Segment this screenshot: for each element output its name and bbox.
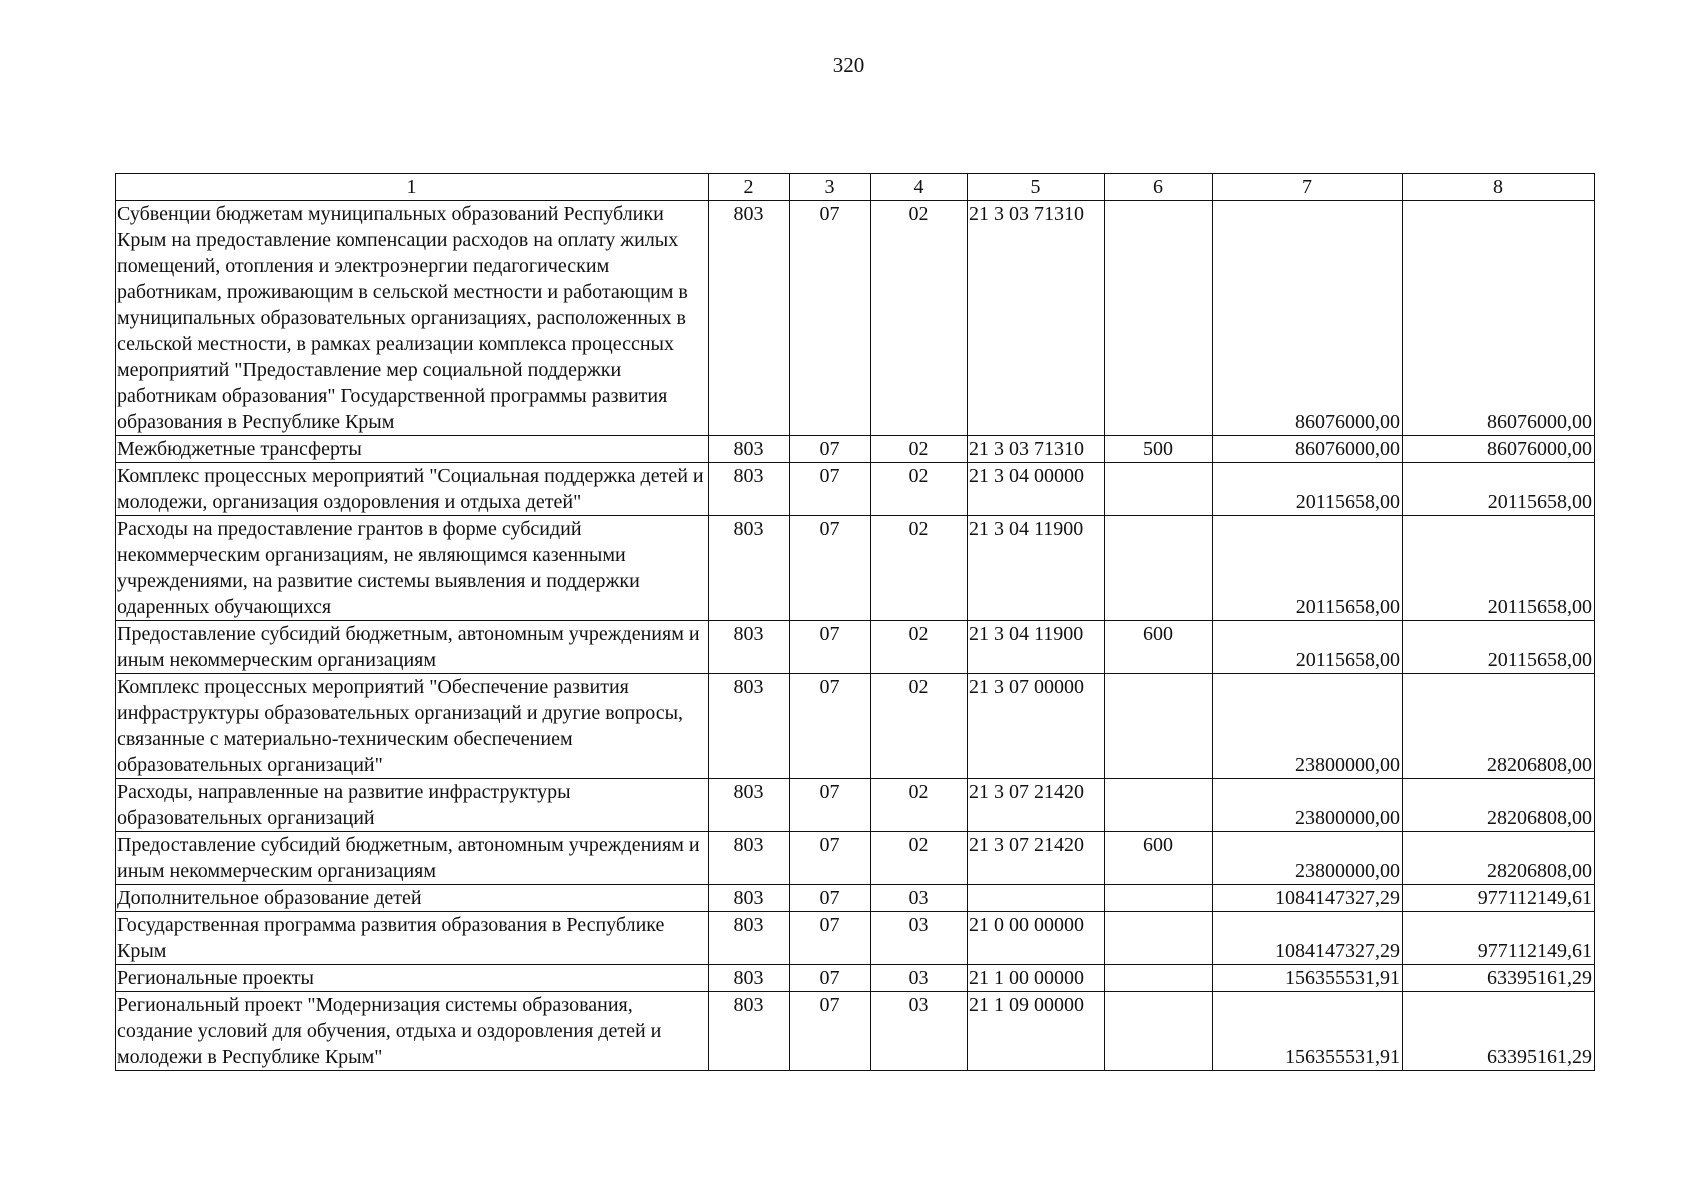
row-col5: 21 3 03 71310 bbox=[968, 201, 1105, 436]
row-col6 bbox=[1105, 992, 1213, 1071]
row-col6: 600 bbox=[1105, 621, 1213, 674]
row-name: Региональные проекты bbox=[116, 965, 709, 992]
row-col7: 86076000,00 bbox=[1213, 436, 1403, 463]
row-name: Предоставление субсидий бюджетным, автономным учреждениям и иным некоммерческим организациям bbox=[116, 621, 709, 674]
table-row bbox=[116, 201, 1595, 436]
row-col7: 1084147327,29 bbox=[1213, 885, 1403, 912]
row-col8: 28206808,00 bbox=[1403, 674, 1595, 779]
table-row bbox=[116, 779, 1595, 832]
row-col6 bbox=[1105, 885, 1213, 912]
row-col7: 23800000,00 bbox=[1213, 832, 1403, 885]
row-col8: 977112149,61 bbox=[1403, 912, 1595, 965]
row-col4: 03 bbox=[871, 965, 968, 992]
row-col4: 03 bbox=[871, 992, 968, 1071]
row-col2: 803 bbox=[709, 621, 790, 674]
row-name: Комплекс процессных мероприятий "Обеспечение развития инфраструктуры образовательных организаций и другие вопросы, связанные с материально-техническим обеспечением образовательных организаций" bbox=[116, 674, 709, 779]
header-cell-3: 3 bbox=[790, 174, 871, 201]
row-col8: 28206808,00 bbox=[1403, 779, 1595, 832]
row-col7: 86076000,00 bbox=[1213, 201, 1403, 436]
row-col7: 20115658,00 bbox=[1213, 516, 1403, 621]
row-col7: 23800000,00 bbox=[1213, 674, 1403, 779]
row-col2: 803 bbox=[709, 436, 790, 463]
row-col8: 20115658,00 bbox=[1403, 516, 1595, 621]
table-row bbox=[116, 912, 1595, 965]
row-col6 bbox=[1105, 201, 1213, 436]
row-name: Региональный проект "Модернизация системы образования, создание условий для обучения, отдыха и оздоровления детей и молодежи в Республике Крым" bbox=[116, 992, 709, 1071]
row-col5 bbox=[968, 885, 1105, 912]
row-col3: 07 bbox=[790, 463, 871, 516]
table-row bbox=[116, 965, 1595, 992]
row-name: Расходы на предоставление грантов в форме субсидий некоммерческим организациям, не являющимся казенными учреждениями, на развитие системы выявления и поддержки одаренных обучающихся bbox=[116, 516, 709, 621]
table-row bbox=[116, 621, 1595, 674]
row-col4: 02 bbox=[871, 516, 968, 621]
row-col8: 86076000,00 bbox=[1403, 436, 1595, 463]
row-col5: 21 1 00 00000 bbox=[968, 965, 1105, 992]
row-col2: 803 bbox=[709, 516, 790, 621]
row-col4: 02 bbox=[871, 621, 968, 674]
row-col3: 07 bbox=[790, 516, 871, 621]
header-cell-6: 6 bbox=[1105, 174, 1213, 201]
header-cell-5: 5 bbox=[968, 174, 1105, 201]
row-col2: 803 bbox=[709, 674, 790, 779]
table-row bbox=[116, 832, 1595, 885]
row-col4: 02 bbox=[871, 832, 968, 885]
table-row bbox=[116, 885, 1595, 912]
budget-table bbox=[115, 173, 1595, 1071]
row-col5: 21 3 07 21420 bbox=[968, 832, 1105, 885]
row-col3: 07 bbox=[790, 201, 871, 436]
row-col6 bbox=[1105, 463, 1213, 516]
row-col8: 63395161,29 bbox=[1403, 992, 1595, 1071]
row-col4: 02 bbox=[871, 436, 968, 463]
row-col2: 803 bbox=[709, 201, 790, 436]
page-number: 320 bbox=[832, 53, 865, 77]
row-col3: 07 bbox=[790, 885, 871, 912]
row-col5: 21 3 04 11900 bbox=[968, 516, 1105, 621]
row-col6 bbox=[1105, 912, 1213, 965]
row-col2: 803 bbox=[709, 832, 790, 885]
row-col4: 02 bbox=[871, 779, 968, 832]
row-col2: 803 bbox=[709, 779, 790, 832]
row-name: Субвенции бюджетам муниципальных образований Республики Крым на предоставление компенсации расходов на оплату жилых помещений, отопления и электроэнергии педагогическим работникам, проживающим в сельской местности и работающим в муниципальных образовательных организациях, расположенных в сельской местности, в рамках реализации комплекса процессных мероприятий "Предоставление мер социальной поддержки работникам образования" Государственной программы развития образования в Республике Крым bbox=[116, 201, 709, 436]
row-col8: 86076000,00 bbox=[1403, 201, 1595, 436]
row-name: Межбюджетные трансферты bbox=[116, 436, 709, 463]
row-col6 bbox=[1105, 779, 1213, 832]
row-col3: 07 bbox=[790, 621, 871, 674]
row-col7: 156355531,91 bbox=[1213, 992, 1403, 1071]
row-col8: 20115658,00 bbox=[1403, 621, 1595, 674]
header-cell-8: 8 bbox=[1403, 174, 1595, 201]
row-col5: 21 1 09 00000 bbox=[968, 992, 1105, 1071]
row-col7: 156355531,91 bbox=[1213, 965, 1403, 992]
row-col7: 23800000,00 bbox=[1213, 779, 1403, 832]
row-col2: 803 bbox=[709, 463, 790, 516]
row-col3: 07 bbox=[790, 779, 871, 832]
row-col5: 21 3 04 00000 bbox=[968, 463, 1105, 516]
row-col6 bbox=[1105, 516, 1213, 621]
row-col5: 21 3 04 11900 bbox=[968, 621, 1105, 674]
table-row bbox=[116, 463, 1595, 516]
row-name: Комплекс процессных мероприятий "Социальная поддержка детей и молодежи, организация оздоровления и отдыха детей" bbox=[116, 463, 709, 516]
row-col4: 03 bbox=[871, 912, 968, 965]
row-col6 bbox=[1105, 965, 1213, 992]
table-row bbox=[116, 436, 1595, 463]
row-name: Предоставление субсидий бюджетным, автономным учреждениям и иным некоммерческим организациям bbox=[116, 832, 709, 885]
table-row bbox=[116, 516, 1595, 621]
table-row bbox=[116, 674, 1595, 779]
table-row bbox=[116, 992, 1595, 1071]
row-col3: 07 bbox=[790, 674, 871, 779]
row-col2: 803 bbox=[709, 912, 790, 965]
row-col2: 803 bbox=[709, 992, 790, 1071]
row-col8: 977112149,61 bbox=[1403, 885, 1595, 912]
row-col6: 600 bbox=[1105, 832, 1213, 885]
row-col6 bbox=[1105, 674, 1213, 779]
row-col3: 07 bbox=[790, 832, 871, 885]
row-col3: 07 bbox=[790, 436, 871, 463]
row-col4: 02 bbox=[871, 463, 968, 516]
row-name: Государственная программа развития образования в Республике Крым bbox=[116, 912, 709, 965]
row-col7: 1084147327,29 bbox=[1213, 912, 1403, 965]
row-col7: 20115658,00 bbox=[1213, 463, 1403, 516]
row-col5: 21 3 03 71310 bbox=[968, 436, 1105, 463]
header-cell-2: 2 bbox=[709, 174, 790, 201]
row-col4: 03 bbox=[871, 885, 968, 912]
row-col5: 21 0 00 00000 bbox=[968, 912, 1105, 965]
header-cell-7: 7 bbox=[1213, 174, 1403, 201]
row-col8: 20115658,00 bbox=[1403, 463, 1595, 516]
row-col3: 07 bbox=[790, 992, 871, 1071]
header-cell-1: 1 bbox=[116, 174, 709, 201]
row-col8: 28206808,00 bbox=[1403, 832, 1595, 885]
row-name: Дополнительное образование детей bbox=[116, 885, 709, 912]
row-col4: 02 bbox=[871, 674, 968, 779]
row-col2: 803 bbox=[709, 965, 790, 992]
row-col2: 803 bbox=[709, 885, 790, 912]
row-col4: 02 bbox=[871, 201, 968, 436]
row-name: Расходы, направленные на развитие инфраструктуры образовательных организаций bbox=[116, 779, 709, 832]
row-col7: 20115658,00 bbox=[1213, 621, 1403, 674]
row-col6: 500 bbox=[1105, 436, 1213, 463]
row-col3: 07 bbox=[790, 965, 871, 992]
row-col5: 21 3 07 00000 bbox=[968, 674, 1105, 779]
row-col3: 07 bbox=[790, 912, 871, 965]
row-col5: 21 3 07 21420 bbox=[968, 779, 1105, 832]
header-row bbox=[116, 174, 1595, 201]
row-col8: 63395161,29 bbox=[1403, 965, 1595, 992]
header-cell-4: 4 bbox=[871, 174, 968, 201]
